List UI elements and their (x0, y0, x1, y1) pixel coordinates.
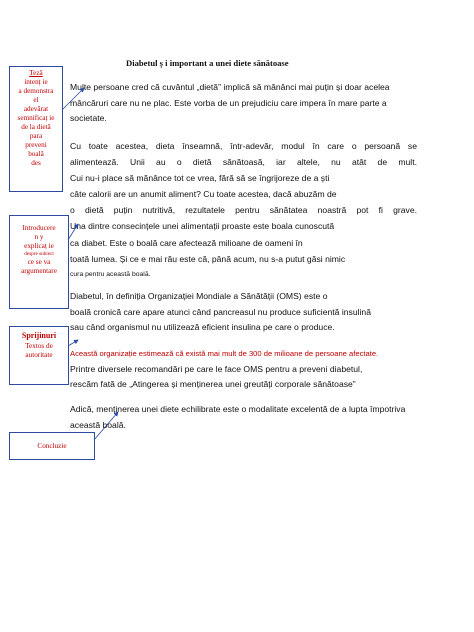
paragraph-line: boală cronică care apare atunci când pancreasul nu produce suficientă insulină (70, 306, 371, 317)
arrow-teza (62, 88, 84, 110)
paragraph-line: Această organizație estimează că există mai mult de 300 de milioane de persoane afectate. (70, 349, 379, 358)
note-line: argumentare (21, 267, 57, 275)
paragraph-line: câte calorii are un anumit aliment? Cu toate acestea, dacă abuzăm de (70, 189, 337, 200)
note-line: despre subiect (24, 251, 54, 257)
paragraph-line: Diabetul, în definiția Organizației Mondiale a Sănătății (OMS) este o (70, 291, 328, 301)
note-line: para (29, 132, 43, 140)
paragraph-line: o dietă puțin nutritivă, rezultatele pentru sănătatea noastră pot fi grave. (70, 205, 417, 216)
paragraph-line: mâncăruri care nu ne plac. Este vorba de un prejudiciu care impera în mare parte a (70, 97, 387, 108)
paragraph-line: alimentează. Unii au o dietă sănătoasă, iar altele, nu atât de mult. (70, 157, 417, 168)
note-line: Introducere (22, 224, 56, 232)
paragraph-line: această boală. (70, 419, 126, 430)
note-line: de la dietă (21, 123, 51, 131)
paragraph-line: sau când organismul nu utilizează eficient insulina pe care o produce. (70, 322, 335, 332)
note-line: el (33, 96, 39, 104)
paragraph-line: Una dintre consecințele unei alimentații proaste este boala cunoscută (70, 221, 335, 232)
note-line: Textos de (25, 342, 53, 350)
note-line: ce se va (27, 258, 51, 266)
note-heading: Sprijinuri (21, 331, 57, 340)
note-line: intenț ie (24, 78, 48, 86)
paragraph-line: Multe persoane cred că cuvântul „dietă” implică să mănânci mai puțin și doar acelea (70, 82, 390, 92)
paragraph-line: Cu toate acestea, dieta înseamnă, într-adevăr, modul în care o persoană se (70, 141, 417, 151)
note-line: n y (34, 233, 44, 241)
arrow-sprijinuri (68, 340, 78, 346)
paragraph-line: toată lumea. Și ce e mai rău este că, până acum, nu s-a putut găsi nimic (70, 253, 346, 264)
document-title: Diabetul ș i important a unei diete sănătoase (126, 58, 289, 68)
note-line: Concluzie (37, 442, 67, 450)
paragraph-line: rescăm fată de „Atingerea și menținerea unei greutăți corporale sănătoase” (70, 379, 356, 389)
note-line: adevărat (23, 105, 49, 113)
note-line: autoritate (25, 351, 53, 359)
paragraph-line: societate. (70, 113, 107, 123)
note-line: Teză (29, 69, 43, 77)
note-line: semnificaț ie (17, 114, 55, 122)
note-line: boală (28, 150, 44, 158)
note-line: a demonstra (18, 87, 54, 95)
note-line: preveni (25, 141, 47, 149)
paragraph-line: ca diabet. Este o boală care afectează milioane de oameni în (70, 237, 303, 248)
note-line: des (31, 159, 41, 167)
paragraph-line: cura pentru această boală. (70, 270, 151, 278)
paragraph-line: Cui nu-i place să mănânce tot ce vrea, fără să se îngrijoreze de a ști (70, 173, 330, 184)
note-line: explicaț ie (24, 242, 54, 250)
arrow-concluzie (94, 412, 118, 440)
arrow-introducere (68, 224, 78, 240)
paragraph-line: Printre diversele recomandări pe care le face OMS pentru a preveni diabetul, (70, 363, 363, 374)
paragraph-line: Adică, menținerea unei diete echilibrate este o modalitate excelentă de a lupta împotriva (70, 404, 406, 414)
